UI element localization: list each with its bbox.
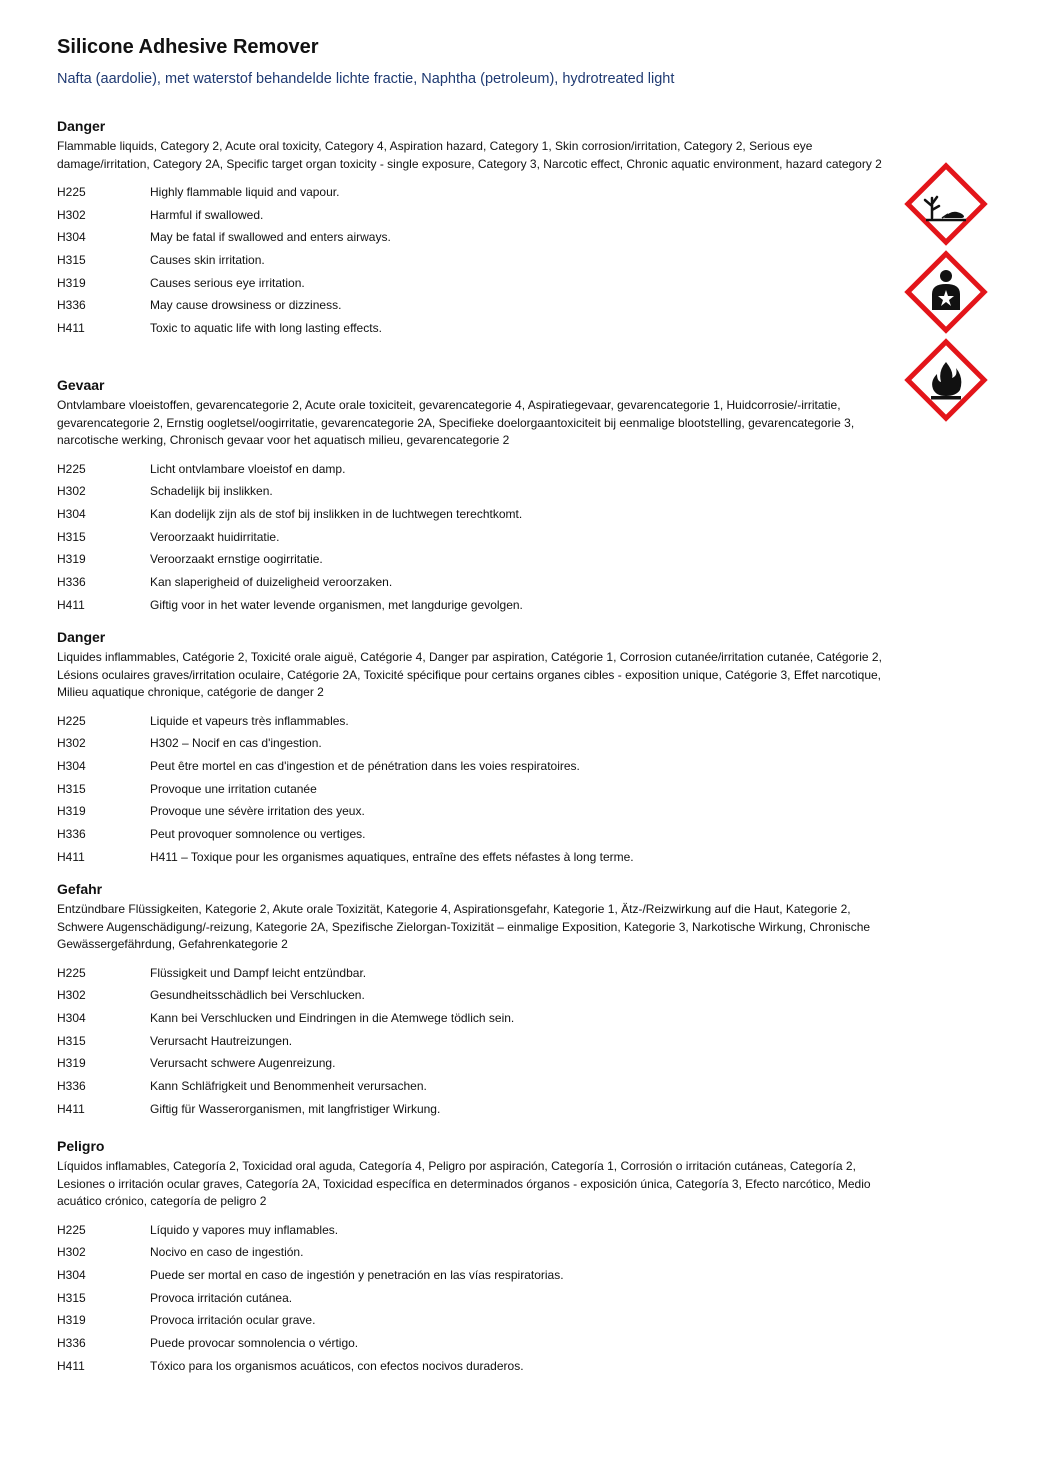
hazard-statement bbox=[57, 1264, 887, 1287]
section-description: Liquides inflammables, Catégorie 2, Toxicité orale aiguë, Catégorie 4, Danger par aspiration, Catégorie 1, Corrosion cutanée/irritation cutanée, Catégorie 2, Lésions oculaires graves/irritation oculaire, Catégorie 2A, Toxicité spécifique pour certains organes cibles - exposition unique, Catégorie 3, Effet narcotique, Milieu aquatique chronique, catégorie de danger 2 bbox=[57, 650, 882, 699]
hazard-statement bbox=[57, 1007, 887, 1030]
hazard-statement-list bbox=[57, 710, 887, 869]
hazard-statement-list bbox=[57, 181, 887, 340]
hazard-text: Peut être mortel en cas d'ingestion et de pénétration dans les voies respiratoires. bbox=[150, 758, 580, 773]
section-heading: Danger bbox=[57, 118, 106, 134]
section-heading: Peligro bbox=[57, 1138, 105, 1154]
hazard-text: Kann bei Verschlucken und Eindringen in die Atemwege tödlich sein. bbox=[150, 1010, 515, 1025]
section-heading: Gevaar bbox=[57, 377, 105, 393]
page-title: Silicone Adhesive Remover bbox=[57, 36, 319, 58]
hazard-code: H411 bbox=[57, 1358, 85, 1373]
hazard-statement bbox=[57, 1287, 887, 1310]
hazard-statement bbox=[57, 571, 887, 594]
section-description: Líquidos inflamables, Categoría 2, Toxicidad oral aguda, Categoría 4, Peligro por aspiración, Categoría 1, Corrosión o irritación cutáneas, Categoría 2, Lesiones o irritación ocular graves, Categoría 2A, Toxicidad específica en determinados órganos - exposición única, Categoría 3, Efecto narcótico, Medio acuático crónico, categoría de peligro 2 bbox=[57, 1159, 871, 1208]
hazard-statement-list bbox=[57, 962, 887, 1121]
hazard-statement bbox=[57, 1219, 887, 1242]
hazard-code: H304 bbox=[57, 758, 86, 773]
flame-icon bbox=[904, 338, 988, 422]
hazard-code: H302 bbox=[57, 736, 86, 751]
hazard-statement bbox=[57, 204, 887, 227]
hazard-statement bbox=[57, 800, 887, 823]
hazard-code: H304 bbox=[57, 1267, 86, 1282]
environment-hazard-icon bbox=[904, 162, 988, 246]
hazard-code: H225 bbox=[57, 185, 86, 199]
hazard-code: H411 bbox=[57, 1101, 85, 1116]
hazard-statement-list bbox=[57, 458, 887, 617]
hazard-code: H411 bbox=[57, 321, 85, 336]
hazard-text: Giftig voor in het water levende organismen, met langdurige gevolgen. bbox=[150, 597, 523, 612]
hazard-statement bbox=[57, 526, 887, 549]
hazard-statement bbox=[57, 294, 887, 317]
hazard-text: Provoque une irritation cutanée bbox=[150, 781, 317, 796]
hazard-code: H411 bbox=[57, 849, 85, 864]
section-heading: Danger bbox=[57, 629, 106, 645]
hazard-text: Kan slaperigheid of duizeligheid veroorzaken. bbox=[150, 574, 393, 589]
hazard-text: H411 – Toxique pour les organismes aquatiques, entraîne des effets néfastes à long terme. bbox=[150, 849, 634, 864]
hazard-statement bbox=[57, 1241, 887, 1264]
hazard-code: H319 bbox=[57, 1313, 86, 1328]
hazard-code: H319 bbox=[57, 275, 86, 290]
hazard-statement bbox=[57, 846, 887, 869]
hazard-statement bbox=[57, 249, 887, 272]
hazard-text: Verursacht Hautreizungen. bbox=[150, 1033, 293, 1048]
hazard-text: Puede ser mortal en caso de ingestión y penetración en las vías respiratorias. bbox=[150, 1267, 564, 1282]
hazard-statement bbox=[57, 272, 887, 295]
hazard-statement bbox=[57, 755, 887, 778]
hazard-code: H411 bbox=[57, 597, 85, 612]
hazard-code: H315 bbox=[57, 781, 86, 796]
hazard-text: Peut provoquer somnolence ou vertiges. bbox=[150, 826, 366, 841]
hazard-code: H315 bbox=[57, 1033, 86, 1048]
hazard-text: Toxic to aquatic life with long lasting effects. bbox=[150, 321, 382, 336]
hazard-statement bbox=[57, 480, 887, 503]
hazard-code: H315 bbox=[57, 529, 86, 544]
hazard-statement bbox=[57, 710, 887, 733]
hazard-text: Gesundheitsschädlich bei Verschlucken. bbox=[150, 988, 365, 1003]
hazard-statement-list bbox=[57, 1219, 887, 1378]
hazard-code: H315 bbox=[57, 1290, 86, 1305]
hazard-statement bbox=[57, 1030, 887, 1053]
hazard-code: H336 bbox=[57, 1335, 86, 1350]
hazard-text: May be fatal if swallowed and enters airways. bbox=[150, 230, 391, 245]
hazard-text: Provoca irritación ocular grave. bbox=[150, 1313, 316, 1328]
hazard-text: Licht ontvlambare vloeistof en damp. bbox=[150, 461, 346, 476]
hazard-statement bbox=[57, 317, 887, 340]
hazard-statement bbox=[57, 1075, 887, 1098]
hazard-section-nl bbox=[57, 375, 887, 616]
hazard-statement bbox=[57, 594, 887, 617]
hazard-statement bbox=[57, 1052, 887, 1075]
hazard-code: H225 bbox=[57, 461, 86, 476]
hazard-text: Highly flammable liquid and vapour. bbox=[150, 185, 340, 199]
hazard-statement bbox=[57, 226, 887, 249]
hazard-text: Provoque une sévère irritation des yeux. bbox=[150, 804, 365, 819]
hazard-text: Veroorzaakt huidirritatie. bbox=[150, 529, 280, 544]
hazard-text: Kann Schläfrigkeit und Benommenheit verursachen. bbox=[150, 1078, 427, 1093]
hazard-statement bbox=[57, 778, 887, 801]
page-subtitle: Nafta (aardolie), met waterstof behandelde lichte fractie, Naphtha (petroleum), hydrotreated light bbox=[57, 71, 675, 87]
section-heading: Gefahr bbox=[57, 881, 103, 897]
hazard-code: H336 bbox=[57, 1078, 86, 1093]
hazard-code: H304 bbox=[57, 230, 86, 245]
section-description: Flammable liquids, Category 2, Acute oral toxicity, Category 4, Aspiration hazard, Category 1, Skin corrosion/irritation, Category 2, Serious eye damage/irritation, Category 2A, Specific target organ toxicity - single exposure, Category 3, Narcotic effect, Chronic aquatic environment, hazard category 2 bbox=[57, 139, 882, 171]
hazard-code: H336 bbox=[57, 574, 86, 589]
hazard-code: H319 bbox=[57, 1056, 86, 1071]
hazard-text: Veroorzaakt ernstige oogirritatie. bbox=[150, 552, 323, 567]
hazard-statement bbox=[57, 1355, 887, 1378]
hazard-text: Giftig für Wasserorganismen, mit langfristiger Wirkung. bbox=[150, 1101, 441, 1116]
health-hazard-icon bbox=[904, 250, 988, 334]
hazard-code: H304 bbox=[57, 1010, 86, 1025]
hazard-text: Causes serious eye irritation. bbox=[150, 275, 305, 290]
hazard-code: H302 bbox=[57, 207, 86, 222]
section-description: Ontvlambare vloeistoffen, gevarencategorie 2, Acute orale toxiciteit, gevarencategorie 4, Aspiratiegevaar, gevarencategorie 1, Huidcorrosie/-irritatie, gevarencategorie 2, Ernstig oogletsel/oogirritatie, gevarencategorie 2A, Specifieke doelorgaantoxiciteit bij eenmalige blootstelling, gevarencategorie 3, narcotische werking, Chronisch gevaar voor het aquatisch milieu, gevarencategorie 2 bbox=[57, 398, 855, 447]
hazard-text: Kan dodelijk zijn als de stof bij inslikken in de luchtwegen terechtkomt. bbox=[150, 506, 523, 521]
hazard-statement bbox=[57, 732, 887, 755]
hazard-code: H225 bbox=[57, 1222, 86, 1237]
hazard-section-es bbox=[57, 1136, 887, 1377]
hazard-code: H225 bbox=[57, 965, 86, 980]
hazard-code: H304 bbox=[57, 506, 86, 521]
hazard-statement bbox=[57, 1309, 887, 1332]
hazard-section-fr bbox=[57, 627, 887, 868]
hazard-text: Nocivo en caso de ingestión. bbox=[150, 1245, 304, 1260]
hazard-statement bbox=[57, 984, 887, 1007]
hazard-code: H336 bbox=[57, 826, 86, 841]
hazard-code: H319 bbox=[57, 552, 86, 567]
hazard-statement bbox=[57, 823, 887, 846]
hazard-text: Causes skin irritation. bbox=[150, 253, 265, 268]
hazard-statement bbox=[57, 503, 887, 526]
hazard-text: Verursacht schwere Augenreizung. bbox=[150, 1056, 336, 1071]
section-description: Entzündbare Flüssigkeiten, Kategorie 2, Akute orale Toxizität, Kategorie 4, Aspirationsgefahr, Kategorie 1, Ätz-/Reizwirkung auf die Haut, Kategorie 2, Schwere Augenschädigung/-reizung, Kategorie 2A, Spezifische Zielorgan-Toxizität – einmalige Exposition, Kategorie 3, Narkotische Wirkung, Chronische Gewässergefährdung, Gefahrenkategorie 2 bbox=[57, 902, 871, 951]
hazard-text: Tóxico para los organismos acuáticos, con efectos nocivos duraderos. bbox=[150, 1358, 524, 1373]
hazard-text: H302 – Nocif en cas d'ingestion. bbox=[150, 736, 322, 751]
hazard-text: Schadelijk bij inslikken. bbox=[150, 484, 273, 499]
hazard-statement bbox=[57, 458, 887, 481]
hazard-section-en bbox=[57, 116, 887, 340]
hazard-text: Provoca irritación cutánea. bbox=[150, 1290, 293, 1305]
hazard-code: H302 bbox=[57, 988, 86, 1003]
hazard-statement bbox=[57, 1332, 887, 1355]
hazard-text: Líquido y vapores muy inflamables. bbox=[150, 1222, 339, 1237]
hazard-text: May cause drowsiness or dizziness. bbox=[150, 298, 342, 313]
hazard-statement bbox=[57, 1098, 887, 1121]
hazard-text: Liquide et vapeurs très inflammables. bbox=[150, 713, 349, 728]
hazard-text: Flüssigkeit und Dampf leicht entzündbar. bbox=[150, 965, 367, 980]
hazard-code: H302 bbox=[57, 1245, 86, 1260]
hazard-text: Harmful if swallowed. bbox=[150, 207, 264, 222]
hazard-text: Puede provocar somnolencia o vértigo. bbox=[150, 1335, 359, 1350]
hazard-code: H225 bbox=[57, 713, 86, 728]
hazard-statement bbox=[57, 181, 887, 204]
hazard-section-de bbox=[57, 879, 887, 1120]
hazard-code: H319 bbox=[57, 804, 86, 819]
hazard-statement bbox=[57, 548, 887, 571]
hazard-code: H302 bbox=[57, 484, 86, 499]
hazard-statement bbox=[57, 962, 887, 985]
hazard-code: H315 bbox=[57, 253, 86, 268]
hazard-code: H336 bbox=[57, 298, 86, 313]
